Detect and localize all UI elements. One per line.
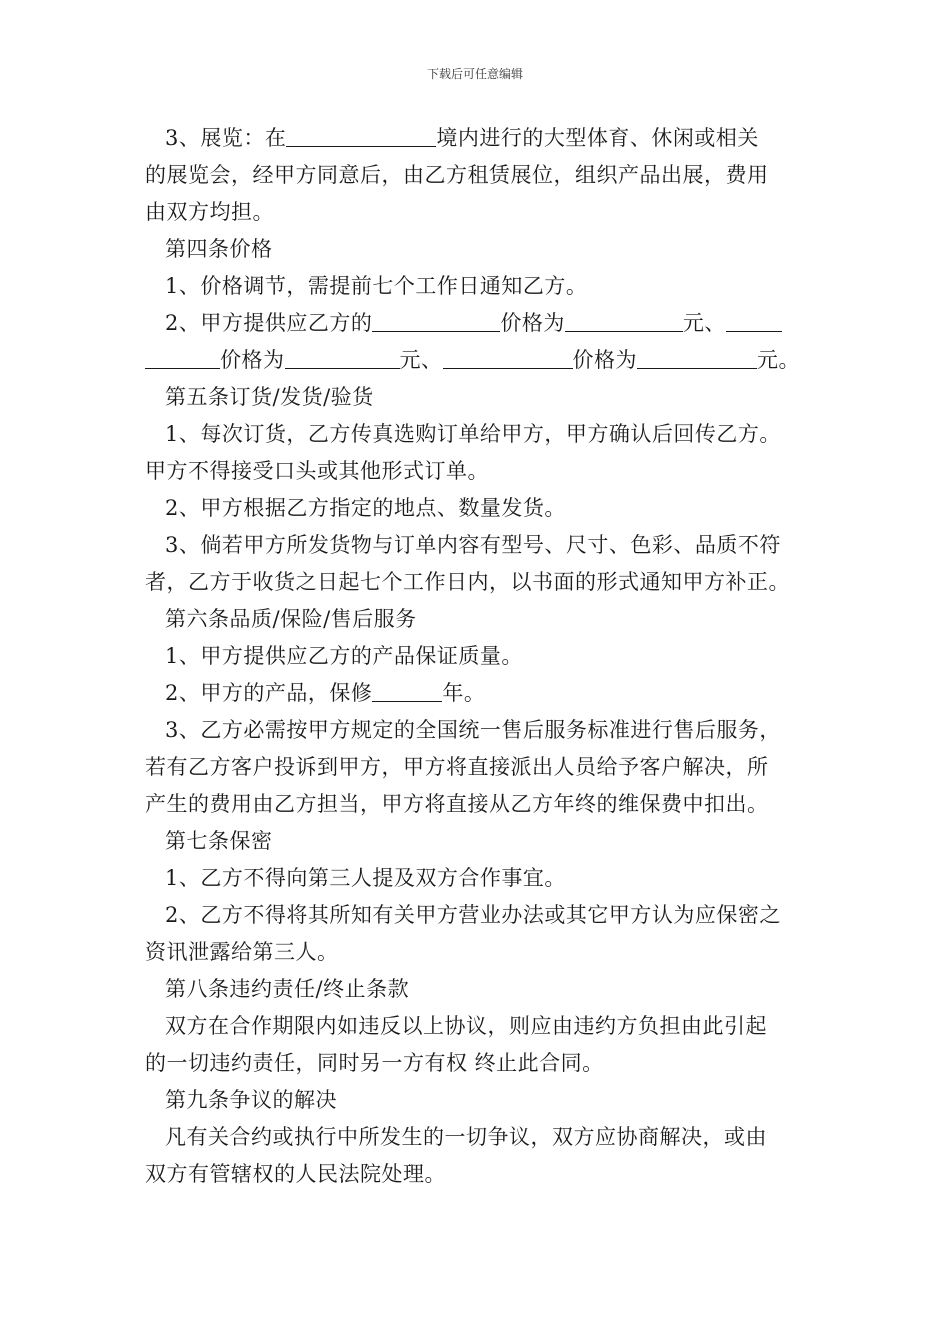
blank-field[interactable]: [372, 677, 442, 702]
text: 境内进行的大型体育、休闲或相关: [436, 126, 759, 150]
blank-field[interactable]: [372, 307, 500, 332]
paragraph-line: [145, 342, 815, 379]
blank-field[interactable]: [285, 344, 400, 369]
text: 2、甲方提供应乙方的: [165, 311, 373, 335]
paragraph-line: [145, 120, 815, 157]
paragraph-line: 3、倘若甲方所发货物与订单内容有型号、尺寸、色彩、品质不符: [165, 533, 781, 557]
text: 价格为: [220, 348, 285, 372]
paragraph-line: 凡有关合约或执行中所发生的一切争议，双方应协商解决，或由: [165, 1125, 767, 1149]
text: 2、甲方的产品，保修: [165, 681, 373, 705]
paragraph-line: 2、甲方根据乙方指定的地点、数量发货。: [165, 496, 566, 520]
page-header: 下载后可任意编辑: [426, 67, 523, 81]
text: 元。: [757, 348, 800, 372]
section-heading: 第四条价格: [165, 237, 273, 261]
paragraph-line: 1、价格调节，需提前七个工作日通知乙方。: [165, 274, 588, 298]
document-body: [145, 120, 815, 1193]
paragraph-line: 的展览会，经甲方同意后，由乙方租赁展位，组织产品出展，费用: [145, 163, 769, 187]
text: 价格为: [572, 348, 637, 372]
paragraph-line: 的一切违约责任，同时另一方有权 终止此合同。: [145, 1051, 604, 1075]
text: 价格为: [500, 311, 565, 335]
paragraph-line: 产生的费用由乙方担当，甲方将直接从乙方年终的维保费中扣出。: [145, 792, 769, 816]
blank-field[interactable]: [443, 344, 573, 369]
paragraph-line: 由双方均担。: [145, 200, 274, 224]
paragraph-line: [145, 305, 815, 342]
blank-field[interactable]: [286, 122, 436, 147]
section-heading: 第九条争议的解决: [165, 1088, 337, 1112]
paragraph-line: 双方有管辖权的人民法院处理。: [145, 1162, 446, 1186]
text: 元、: [399, 348, 443, 372]
paragraph-line: 者，乙方于收货之日起七个工作日内，以书面的形式通知甲方补正。: [145, 570, 790, 594]
section-heading: 第七条保密: [165, 829, 273, 853]
blank-field[interactable]: [726, 307, 782, 332]
paragraph-line: 资讯泄露给第三人。: [145, 940, 339, 964]
text: 元、: [682, 311, 726, 335]
paragraph-line: 3、乙方必需按甲方规定的全国统一售后服务标准进行售后服务，: [165, 718, 781, 742]
paragraph-line: 2、乙方不得将其所知有关甲方营业办法或其它甲方认为应保密之: [165, 903, 781, 927]
paragraph-line: [145, 675, 815, 712]
paragraph-line: 甲方不得接受口头或其他形式订单。: [145, 459, 489, 483]
paragraph-line: 1、乙方不得向第三人提及双方合作事宜。: [165, 866, 566, 890]
blank-field[interactable]: [145, 344, 220, 369]
section-heading: 第五条订货/发货/验货: [165, 385, 374, 409]
text: 年。: [442, 681, 486, 705]
paragraph-line: 1、每次订货，乙方传真选购订单给甲方，甲方确认后回传乙方。: [165, 422, 781, 446]
blank-field[interactable]: [637, 344, 757, 369]
blank-field[interactable]: [565, 307, 683, 332]
text: 3、展览：在: [165, 126, 287, 150]
section-heading: 第六条品质/保险/售后服务: [165, 607, 417, 631]
paragraph-line: 若有乙方客户投诉到甲方，甲方将直接派出人员给予客户解决，所: [145, 755, 769, 779]
section-heading: 第八条违约责任/终止条款: [165, 977, 410, 1001]
paragraph-line: 双方在合作期限内如违反以上协议，则应由违约方负担由此引起: [165, 1014, 767, 1038]
paragraph-line: 1、甲方提供应乙方的产品保证质量。: [165, 644, 523, 668]
